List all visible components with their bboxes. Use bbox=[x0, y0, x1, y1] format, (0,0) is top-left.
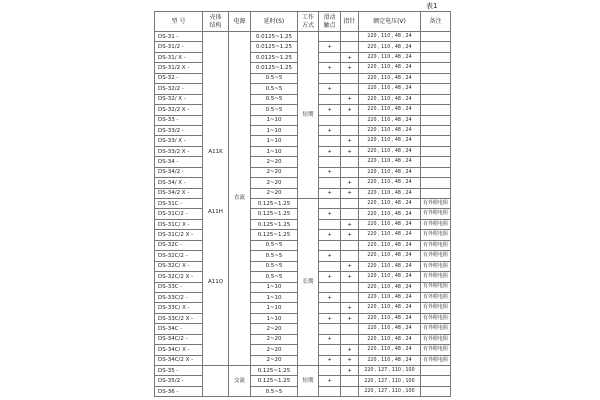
cell-pointer: + bbox=[341, 272, 359, 282]
table-body bbox=[155, 32, 451, 397]
cell-remark: 有外附电阻 bbox=[421, 334, 451, 344]
cell-sliding-contact bbox=[319, 94, 341, 104]
cell-sliding-contact bbox=[319, 261, 341, 271]
cell-sliding-contact bbox=[319, 136, 341, 146]
cell-model: DS-32C/2 - bbox=[155, 251, 203, 261]
cell-work-mode: 短期 bbox=[298, 32, 319, 199]
cell-work-mode: 长期 bbox=[298, 199, 319, 366]
cell-sliding-contact: + bbox=[319, 230, 341, 240]
header-slide-line2: 触点 bbox=[323, 21, 336, 29]
cell-pointer bbox=[341, 199, 359, 209]
cell-delay: 0.5~5 bbox=[251, 261, 298, 271]
cell-model: DS-32C/2 X - bbox=[155, 272, 203, 282]
cell-model: DS-33 - bbox=[155, 115, 203, 125]
cell-remark: 有外附电阻 bbox=[421, 324, 451, 334]
cell-sliding-contact: + bbox=[319, 209, 341, 219]
cell-remark: 有外附电阻 bbox=[421, 219, 451, 229]
cell-model: DS-31/ X - bbox=[155, 52, 203, 62]
cell-remark: 有外附电阻 bbox=[421, 230, 451, 240]
cell-voltage: 220 , 110 , 48 , 24 bbox=[359, 282, 421, 292]
cell-remark: 有外附电阻 bbox=[421, 240, 451, 250]
spec-table bbox=[154, 11, 451, 397]
cell-pointer: + bbox=[341, 355, 359, 365]
cell-remark: 有外附电阻 bbox=[421, 199, 451, 209]
cell-pointer: + bbox=[341, 178, 359, 188]
cell-delay: 0.125~1.25 bbox=[251, 366, 298, 376]
cell-pointer: + bbox=[341, 366, 359, 376]
cell-model: DS-35 - bbox=[155, 366, 203, 376]
header-shell-line2: 结构 bbox=[209, 21, 222, 29]
cell-sliding-contact: + bbox=[319, 105, 341, 115]
cell-sliding-contact bbox=[319, 303, 341, 313]
cell-delay: 0.0125~1.25 bbox=[251, 32, 298, 42]
table-row bbox=[155, 32, 451, 42]
cell-voltage: 220 , 110 , 48 , 24 bbox=[359, 188, 421, 198]
cell-sliding-contact bbox=[319, 282, 341, 292]
cell-pointer: + bbox=[341, 261, 359, 271]
header-sliding-contact bbox=[319, 12, 341, 32]
cell-voltage: 220 , 110 , 48 , 24 bbox=[359, 42, 421, 52]
cell-remark bbox=[421, 63, 451, 73]
cell-voltage: 220 , 110 , 48 , 24 bbox=[359, 146, 421, 156]
cell-delay: 0.125~1.25 bbox=[251, 219, 298, 229]
cell-remark: 有外附电阻 bbox=[421, 313, 451, 323]
cell-delay: 0.5~5 bbox=[251, 272, 298, 282]
cell-model: DS-31C/2 X - bbox=[155, 230, 203, 240]
cell-model: DS-34C/2 - bbox=[155, 334, 203, 344]
cell-voltage: 220 , 110 , 48 , 24 bbox=[359, 178, 421, 188]
cell-remark: 有外附电阻 bbox=[421, 272, 451, 282]
cell-sliding-contact bbox=[319, 157, 341, 167]
cell-power-source: 交流 bbox=[229, 366, 251, 397]
cell-delay: 0.5~5 bbox=[251, 386, 298, 396]
cell-remark bbox=[421, 188, 451, 198]
header-shell-line1: 壳体 bbox=[209, 14, 222, 22]
cell-delay: 1~10 bbox=[251, 313, 298, 323]
cell-model: DS-31/2 - bbox=[155, 42, 203, 52]
cell-pointer bbox=[341, 386, 359, 396]
cell-shell-structure bbox=[203, 32, 229, 366]
cell-delay: 1~10 bbox=[251, 303, 298, 313]
cell-sliding-contact: + bbox=[319, 125, 341, 135]
cell-remark bbox=[421, 125, 451, 135]
cell-delay: 0.0125~1.25 bbox=[251, 42, 298, 52]
cell-pointer bbox=[341, 125, 359, 135]
cell-voltage: 220 , 110 , 48 , 24 bbox=[359, 167, 421, 177]
header-shell-structure bbox=[203, 12, 229, 32]
cell-delay: 0.0125~1.25 bbox=[251, 52, 298, 62]
cell-pointer: + bbox=[341, 230, 359, 240]
cell-remark bbox=[421, 105, 451, 115]
header-model: 型 号 bbox=[155, 12, 203, 32]
cell-voltage: 220 , 110 , 48 , 24 bbox=[359, 94, 421, 104]
cell-delay: 0.125~1.25 bbox=[251, 230, 298, 240]
cell-delay: 1~10 bbox=[251, 125, 298, 135]
cell-delay: 1~10 bbox=[251, 146, 298, 156]
cell-model: DS-32/ X - bbox=[155, 94, 203, 104]
cell-voltage: 220 , 110 , 48 , 24 bbox=[359, 63, 421, 73]
cell-delay: 0.5~5 bbox=[251, 84, 298, 94]
cell-remark: 有外附电阻 bbox=[421, 282, 451, 292]
cell-remark bbox=[421, 376, 451, 386]
cell-remark bbox=[421, 178, 451, 188]
cell-pointer bbox=[341, 115, 359, 125]
cell-delay: 1~10 bbox=[251, 282, 298, 292]
cell-delay: 1~10 bbox=[251, 115, 298, 125]
cell-pointer bbox=[341, 334, 359, 344]
cell-pointer bbox=[341, 292, 359, 302]
cell-pointer: + bbox=[341, 219, 359, 229]
cell-sliding-contact: + bbox=[319, 292, 341, 302]
cell-delay: 2~20 bbox=[251, 188, 298, 198]
cell-delay: 0.125~1.25 bbox=[251, 199, 298, 209]
cell-voltage: 220 , 110 , 48 , 24 bbox=[359, 73, 421, 83]
header-pointer: 指针 bbox=[341, 12, 359, 32]
cell-model: DS-32C/ X - bbox=[155, 261, 203, 271]
cell-voltage: 220 , 127 , 110 , 100 bbox=[359, 386, 421, 396]
cell-sliding-contact: + bbox=[319, 272, 341, 282]
cell-sliding-contact: + bbox=[319, 63, 341, 73]
cell-remark bbox=[421, 94, 451, 104]
cell-model: DS-32/2 X - bbox=[155, 105, 203, 115]
cell-delay: 2~20 bbox=[251, 178, 298, 188]
cell-delay: 0.0125~1.25 bbox=[251, 63, 298, 73]
cell-pointer: + bbox=[341, 146, 359, 156]
shell-structure-label: A11H bbox=[208, 208, 223, 215]
header-work-line2: 方式 bbox=[301, 21, 314, 29]
cell-delay: 1~10 bbox=[251, 292, 298, 302]
header-voltage: 额定电压(V) bbox=[359, 12, 421, 32]
table-row bbox=[155, 199, 451, 209]
cell-voltage: 220 , 110 , 48 , 24 bbox=[359, 272, 421, 282]
cell-sliding-contact: + bbox=[319, 146, 341, 156]
cell-delay: 0.125~1.25 bbox=[251, 209, 298, 219]
cell-voltage: 220 , 110 , 48 , 24 bbox=[359, 324, 421, 334]
cell-model: DS-33C/2 - bbox=[155, 292, 203, 302]
cell-voltage: 220 , 110 , 48 , 24 bbox=[359, 209, 421, 219]
cell-sliding-contact bbox=[319, 345, 341, 355]
cell-remark bbox=[421, 386, 451, 396]
cell-pointer bbox=[341, 73, 359, 83]
cell-model: DS-33/ X - bbox=[155, 136, 203, 146]
cell-voltage: 220 , 110 , 48 , 24 bbox=[359, 261, 421, 271]
shell-structure-label: A11K bbox=[208, 148, 223, 155]
cell-pointer: + bbox=[341, 63, 359, 73]
cell-remark bbox=[421, 136, 451, 146]
shell-structure-label: A11Q bbox=[207, 278, 224, 285]
cell-delay: 1~10 bbox=[251, 136, 298, 146]
cell-pointer: + bbox=[341, 94, 359, 104]
cell-shell-structure bbox=[203, 366, 229, 397]
cell-sliding-contact bbox=[319, 366, 341, 376]
cell-remark bbox=[421, 73, 451, 83]
cell-model: DS-31/2 X - bbox=[155, 63, 203, 73]
cell-model: DS-32C - bbox=[155, 240, 203, 250]
cell-model: DS-34C - bbox=[155, 324, 203, 334]
cell-sliding-contact: + bbox=[319, 376, 341, 386]
cell-voltage: 220 , 127 , 110 , 100 bbox=[359, 366, 421, 376]
cell-remark: 有外附电阻 bbox=[421, 355, 451, 365]
header-work-mode bbox=[298, 12, 319, 32]
cell-voltage: 220 , 110 , 48 , 24 bbox=[359, 199, 421, 209]
cell-pointer bbox=[341, 324, 359, 334]
cell-voltage: 220 , 110 , 48 , 24 bbox=[359, 219, 421, 229]
cell-sliding-contact bbox=[319, 219, 341, 229]
cell-pointer: + bbox=[341, 52, 359, 62]
cell-voltage: 220 , 110 , 48 , 24 bbox=[359, 52, 421, 62]
cell-remark bbox=[421, 42, 451, 52]
cell-sliding-contact: + bbox=[319, 334, 341, 344]
cell-model: DS-33/2 X - bbox=[155, 146, 203, 156]
cell-voltage: 220 , 110 , 48 , 24 bbox=[359, 240, 421, 250]
cell-voltage: 220 , 110 , 48 , 24 bbox=[359, 334, 421, 344]
cell-voltage: 220 , 110 , 48 , 24 bbox=[359, 136, 421, 146]
cell-sliding-contact bbox=[319, 199, 341, 209]
cell-remark: 有外附电阻 bbox=[421, 209, 451, 219]
cell-model: DS-32/2 - bbox=[155, 84, 203, 94]
cell-voltage: 220 , 110 , 48 , 24 bbox=[359, 105, 421, 115]
cell-pointer: + bbox=[341, 313, 359, 323]
cell-delay: 0.125~1.25 bbox=[251, 376, 298, 386]
cell-pointer: + bbox=[341, 188, 359, 198]
cell-pointer: + bbox=[341, 345, 359, 355]
cell-delay: 2~20 bbox=[251, 324, 298, 334]
cell-pointer bbox=[341, 209, 359, 219]
cell-sliding-contact bbox=[319, 240, 341, 250]
cell-model: DS-33C/2 X - bbox=[155, 313, 203, 323]
cell-sliding-contact bbox=[319, 32, 341, 42]
cell-voltage: 220 , 127 , 110 , 100 bbox=[359, 376, 421, 386]
cell-delay: 0.5~5 bbox=[251, 73, 298, 83]
cell-model: DS-33/2 - bbox=[155, 125, 203, 135]
table-row bbox=[155, 366, 451, 376]
cell-pointer bbox=[341, 157, 359, 167]
cell-sliding-contact bbox=[319, 52, 341, 62]
header-delay: 延时(S) bbox=[251, 12, 298, 32]
cell-pointer bbox=[341, 282, 359, 292]
cell-sliding-contact bbox=[319, 178, 341, 188]
cell-delay: 0.5~5 bbox=[251, 105, 298, 115]
cell-power-source: 直流 bbox=[229, 32, 251, 366]
cell-pointer: + bbox=[341, 105, 359, 115]
cell-model: DS-36 - bbox=[155, 386, 203, 396]
cell-sliding-contact: + bbox=[319, 84, 341, 94]
cell-model: DS-34/ X - bbox=[155, 178, 203, 188]
cell-pointer: + bbox=[341, 136, 359, 146]
cell-remark bbox=[421, 146, 451, 156]
header-remark: 备注 bbox=[421, 12, 451, 32]
header-slide-line1: 滑动 bbox=[323, 14, 336, 22]
cell-delay: 2~20 bbox=[251, 345, 298, 355]
cell-model: DS-34 - bbox=[155, 157, 203, 167]
cell-sliding-contact bbox=[319, 73, 341, 83]
cell-model: DS-31C/2 - bbox=[155, 209, 203, 219]
cell-remark: 有外附电阻 bbox=[421, 261, 451, 271]
cell-model: DS-31C/ X - bbox=[155, 219, 203, 229]
cell-voltage: 220 , 110 , 48 , 24 bbox=[359, 345, 421, 355]
cell-delay: 0.5~5 bbox=[251, 94, 298, 104]
cell-voltage: 220 , 110 , 48 , 24 bbox=[359, 292, 421, 302]
cell-delay: 2~20 bbox=[251, 334, 298, 344]
cell-remark: 有外附电阻 bbox=[421, 345, 451, 355]
cell-remark bbox=[421, 366, 451, 376]
cell-model: DS-34C/ X - bbox=[155, 345, 203, 355]
cell-sliding-contact: + bbox=[319, 167, 341, 177]
cell-sliding-contact bbox=[319, 386, 341, 396]
cell-voltage: 220 , 110 , 48 , 24 bbox=[359, 157, 421, 167]
header-row bbox=[155, 12, 451, 32]
cell-delay: 0.5~5 bbox=[251, 240, 298, 250]
cell-model: DS-32 - bbox=[155, 73, 203, 83]
cell-voltage: 220 , 110 , 48 , 24 bbox=[359, 32, 421, 42]
cell-sliding-contact: + bbox=[319, 188, 341, 198]
cell-remark: 有外附电阻 bbox=[421, 303, 451, 313]
cell-voltage: 220 , 110 , 48 , 24 bbox=[359, 230, 421, 240]
cell-work-mode: 短期 bbox=[298, 366, 319, 397]
cell-voltage: 220 , 110 , 48 , 24 bbox=[359, 313, 421, 323]
cell-pointer bbox=[341, 84, 359, 94]
cell-remark bbox=[421, 167, 451, 177]
cell-pointer bbox=[341, 376, 359, 386]
cell-remark bbox=[421, 157, 451, 167]
cell-voltage: 220 , 110 , 48 , 24 bbox=[359, 303, 421, 313]
table-caption: 表1 bbox=[426, 2, 438, 10]
cell-voltage: 220 , 110 , 48 , 24 bbox=[359, 251, 421, 261]
cell-model: DS-34/2 - bbox=[155, 167, 203, 177]
cell-model: DS-34/2 X - bbox=[155, 188, 203, 198]
cell-voltage: 220 , 110 , 48 , 24 bbox=[359, 115, 421, 125]
cell-model: DS-33C/ X - bbox=[155, 303, 203, 313]
cell-remark: 有外附电阻 bbox=[421, 251, 451, 261]
header-power: 电源 bbox=[229, 12, 251, 32]
cell-remark bbox=[421, 84, 451, 94]
cell-pointer bbox=[341, 251, 359, 261]
cell-pointer bbox=[341, 42, 359, 52]
cell-model: DS-35/2 - bbox=[155, 376, 203, 386]
header-work-line1: 工作 bbox=[301, 14, 314, 22]
cell-sliding-contact: + bbox=[319, 355, 341, 365]
cell-remark bbox=[421, 32, 451, 42]
cell-sliding-contact bbox=[319, 324, 341, 334]
cell-delay: 2~20 bbox=[251, 157, 298, 167]
cell-remark: 有外附电阻 bbox=[421, 292, 451, 302]
cell-voltage: 220 , 110 , 48 , 24 bbox=[359, 84, 421, 94]
cell-voltage: 220 , 110 , 48 , 24 bbox=[359, 125, 421, 135]
cell-sliding-contact: + bbox=[319, 313, 341, 323]
cell-model: DS-31C - bbox=[155, 199, 203, 209]
cell-pointer bbox=[341, 240, 359, 250]
cell-pointer bbox=[341, 32, 359, 42]
table-header bbox=[155, 12, 451, 32]
cell-voltage: 220 , 110 , 48 , 24 bbox=[359, 355, 421, 365]
cell-model: DS-34C/2 X - bbox=[155, 355, 203, 365]
cell-pointer: + bbox=[341, 303, 359, 313]
cell-remark bbox=[421, 115, 451, 125]
cell-remark bbox=[421, 52, 451, 62]
cell-sliding-contact: + bbox=[319, 42, 341, 52]
cell-delay: 2~20 bbox=[251, 167, 298, 177]
cell-model: DS-33C - bbox=[155, 282, 203, 292]
cell-pointer bbox=[341, 167, 359, 177]
cell-sliding-contact: + bbox=[319, 251, 341, 261]
cell-sliding-contact bbox=[319, 115, 341, 125]
cell-delay: 0.5~5 bbox=[251, 251, 298, 261]
cell-model: DS-31 - bbox=[155, 32, 203, 42]
cell-delay: 2~20 bbox=[251, 355, 298, 365]
